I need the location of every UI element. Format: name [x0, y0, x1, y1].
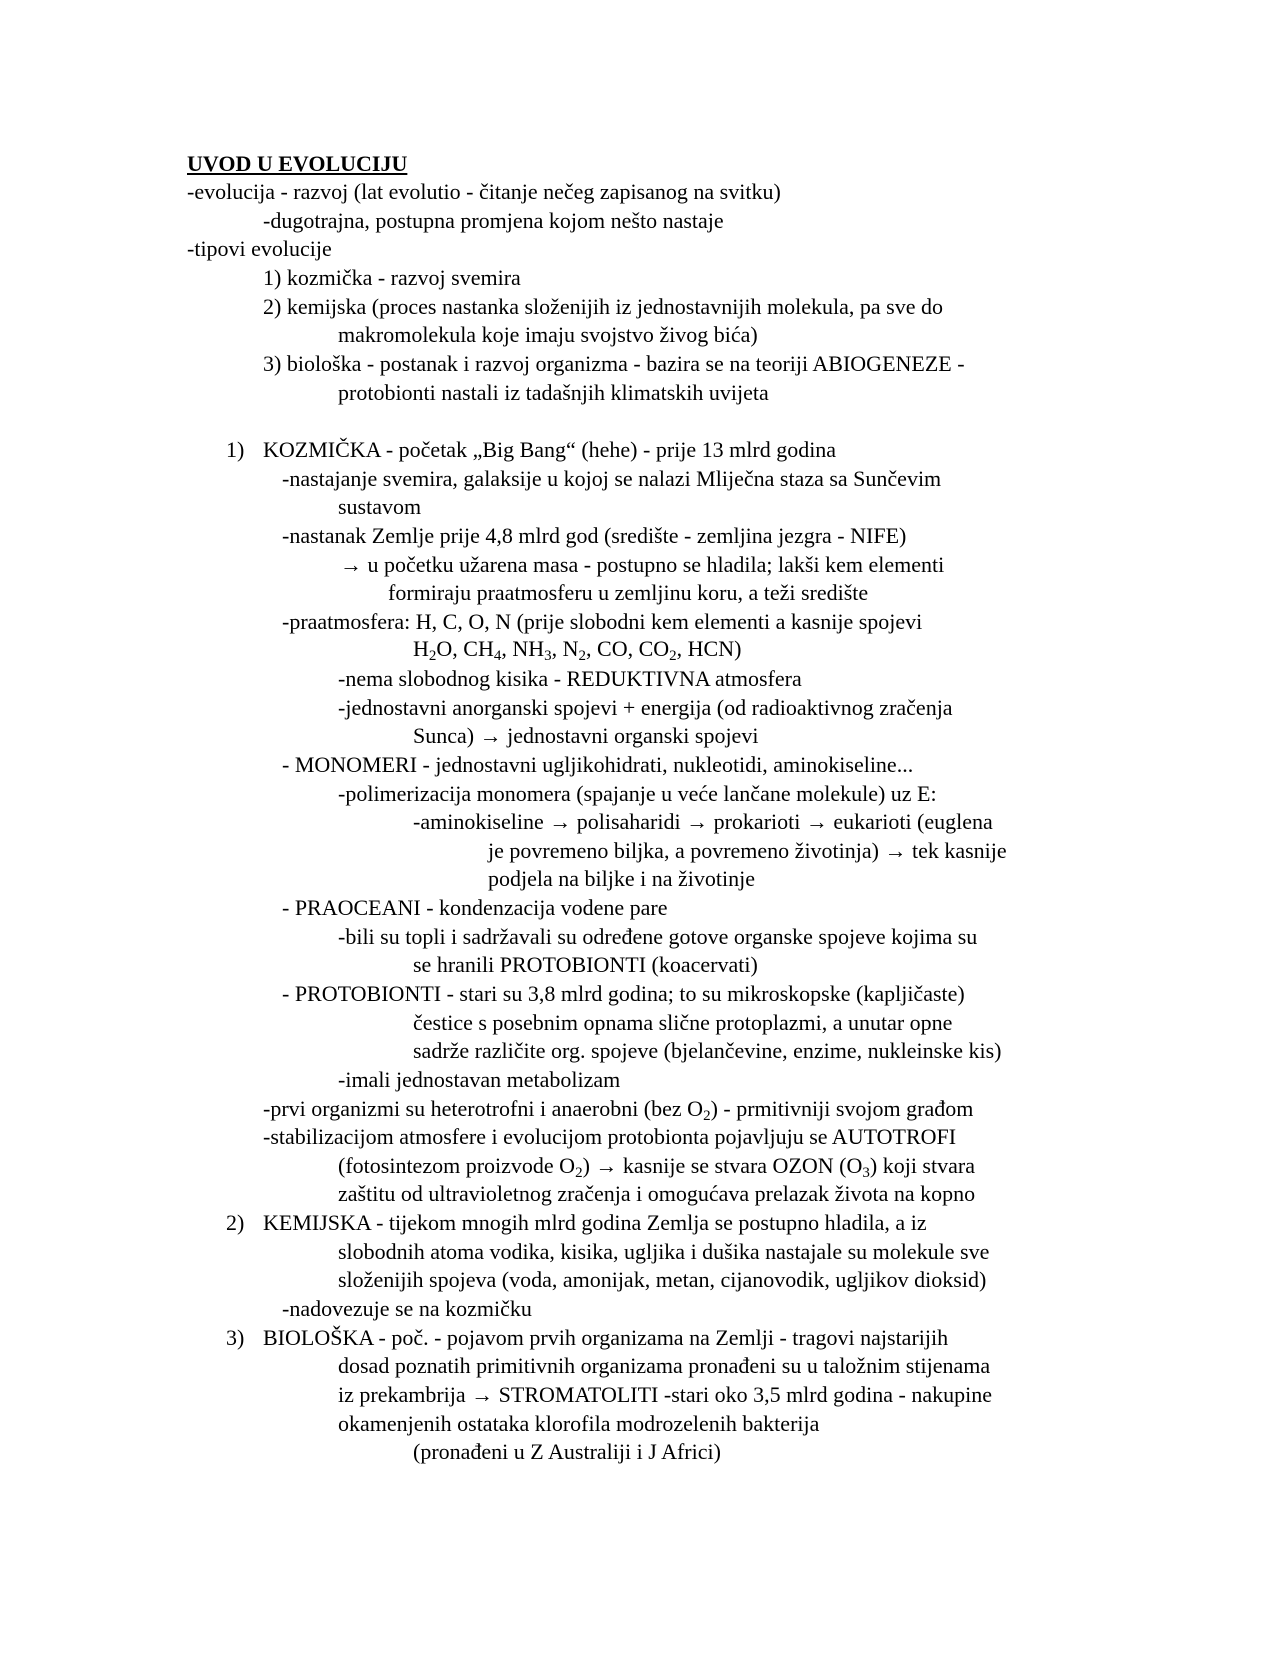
text-line: sadrže različite org. spojeve (bjelančevine, enzime, nukleinske kis) [413, 1038, 1002, 1063]
text-line: - MONOMERI - jednostavni ugljikohidrati, nukleotidi, aminokiseline... [282, 752, 914, 777]
text-line: - PROTOBIONTI - stari su 3,8 mlrd godina; to su mikroskopske (kapljičaste) [282, 981, 965, 1006]
text-line: iz prekambrija → STROMATOLITI -stari oko 3,5 mlrd godina - nakupine [338, 1382, 992, 1407]
text-line: -praatmosfera: H, C, O, N (prije slobodni kem elementi a kasnije spojevi [282, 609, 923, 634]
text-line: - PRAOCEANI - kondenzacija vodene pare [282, 895, 668, 920]
text-line: 1) kozmička - razvoj svemira [263, 265, 521, 290]
text-line: podjela na biljke i na životinje [488, 866, 755, 891]
list-number: 2) [226, 1210, 245, 1235]
line-text: ) - prmitivniji svojom građom [710, 1096, 974, 1121]
text-line: protobionti nastali iz tadašnjih klimatskih uvijeta [338, 380, 769, 405]
formula-line [413, 636, 741, 662]
text-line: 2) kemijska (proces nastanka složenijih iz jednostavnijih molekula, pa sve do [263, 294, 943, 319]
text-line: -evolucija - razvoj (lat evolutio - čitanje nečeg zapisanog na svitku) [187, 179, 781, 204]
formula-text: , HCN) [676, 636, 742, 661]
formula-text: , CO, CO [586, 636, 670, 661]
text-line: dosad poznatih primitivnih organizama pronađeni su u taložnim stijenama [338, 1353, 991, 1378]
text-line: zaštitu od ultravioletnog zračenja i omogućava prelazak života na kopno [338, 1181, 976, 1206]
text-line: makromolekula koje imaju svojstvo živog bića) [338, 322, 758, 347]
section-heading: KOZMIČKA - početak „Big Bang“ (hehe) - prije 13 mlrd godina [263, 437, 837, 462]
text-line: -nema slobodnog kisika - REDUKTIVNA atmosfera [338, 666, 802, 691]
text-line: -nastajanje svemira, galaksije u kojoj se nalazi Mliječna staza sa Sunčevim [282, 466, 942, 491]
text-line: sustavom [338, 494, 422, 519]
text-line: -imali jednostavan metabolizam [338, 1067, 621, 1092]
text-line: → u početku užarena masa - postupno se hladila; lakši kem elementi [340, 552, 945, 577]
text-line: okamenjenih ostataka klorofila modrozelenih bakterija [338, 1411, 820, 1436]
subscript: 2 [578, 648, 587, 664]
line-text: -prvi organizmi su heterotrofni i anaerobni (bez O [263, 1096, 704, 1121]
text-line: -jednostavni anorganski spojevi + energija (od radioaktivnog zračenja [338, 695, 953, 720]
subscript: 2 [669, 648, 677, 664]
text-line: se hranili PROTOBIONTI (koacervati) [413, 952, 758, 977]
text-line [263, 1096, 973, 1122]
text-line: formiraju praatmosferu u zemljinu koru, a teži središte [388, 580, 869, 605]
formula-text: , N [551, 636, 579, 661]
line-text: (fotosintezom proizvode O [338, 1153, 576, 1178]
text-line: -nastanak Zemlje prije 4,8 mlrd god (središte - zemljina jezgra - NIFE) [282, 523, 907, 548]
text-line: Sunca) → jednostavni organski spojevi [413, 723, 759, 748]
formula-text: , NH [501, 636, 545, 661]
text-line [338, 1153, 975, 1179]
text-line: -aminokiseline → polisaharidi → prokarioti → eukarioti (euglena [413, 809, 993, 834]
subscript: 2 [575, 1165, 583, 1181]
formula-text: O, CH [436, 636, 494, 661]
text-line: slobodnih atoma vodika, kisika, ugljika i dušika nastajale su molekule sve [338, 1239, 990, 1264]
subscript: 2 [428, 648, 437, 664]
subscript: 3 [862, 1165, 870, 1181]
page-title: UVOD U EVOLUCIJU [187, 151, 408, 176]
text-line: -tipovi evolucije [187, 236, 332, 261]
subscript: 3 [544, 648, 552, 664]
line-text: ) koji stvara [869, 1153, 975, 1178]
text-line: -bili su topli i sadržavali su određene gotove organske spojeve kojima su [338, 924, 978, 949]
list-number: 3) [226, 1325, 245, 1350]
text-line: čestice s posebnim opnama slične protoplazmi, a unutar opne [413, 1010, 953, 1035]
text-line: složenijih spojeva (voda, amonijak, metan, cijanovodik, ugljikov dioksid) [338, 1267, 987, 1292]
text-line: -dugotrajna, postupna promjena kojom nešto nastaje [263, 208, 724, 233]
formula-text: H [413, 636, 429, 661]
text-line: -polimerizacija monomera (spajanje u veće lančane molekule) uz E: [338, 781, 937, 806]
subscript: 2 [703, 1108, 711, 1124]
text-line: (pronađeni u Z Australiji i J Africi) [413, 1439, 721, 1464]
list-number: 1) [226, 437, 245, 462]
text-line: -stabilizacijom atmosfere i evolucijom protobionta pojavljuju se AUTOTROFI [263, 1124, 957, 1149]
section-heading: BIOLOŠKA - poč. - pojavom prvih organizama na Zemlji - tragovi najstarijih [263, 1325, 949, 1350]
text-line: -nadovezuje se na kozmičku [282, 1296, 532, 1321]
line-text: ) → kasnije se stvara OZON (O [582, 1153, 863, 1178]
text-line: 3) biološka - postanak i razvoj organizma - bazira se na teoriji ABIOGENEZE - [263, 351, 965, 376]
subscript: 4 [493, 648, 502, 664]
section-heading: KEMIJSKA - tijekom mnogih mlrd godina Zemlja se postupno hladila, a iz [263, 1210, 927, 1235]
text-line: je povremeno biljka, a povremeno životinja) → tek kasnije [488, 838, 1007, 863]
